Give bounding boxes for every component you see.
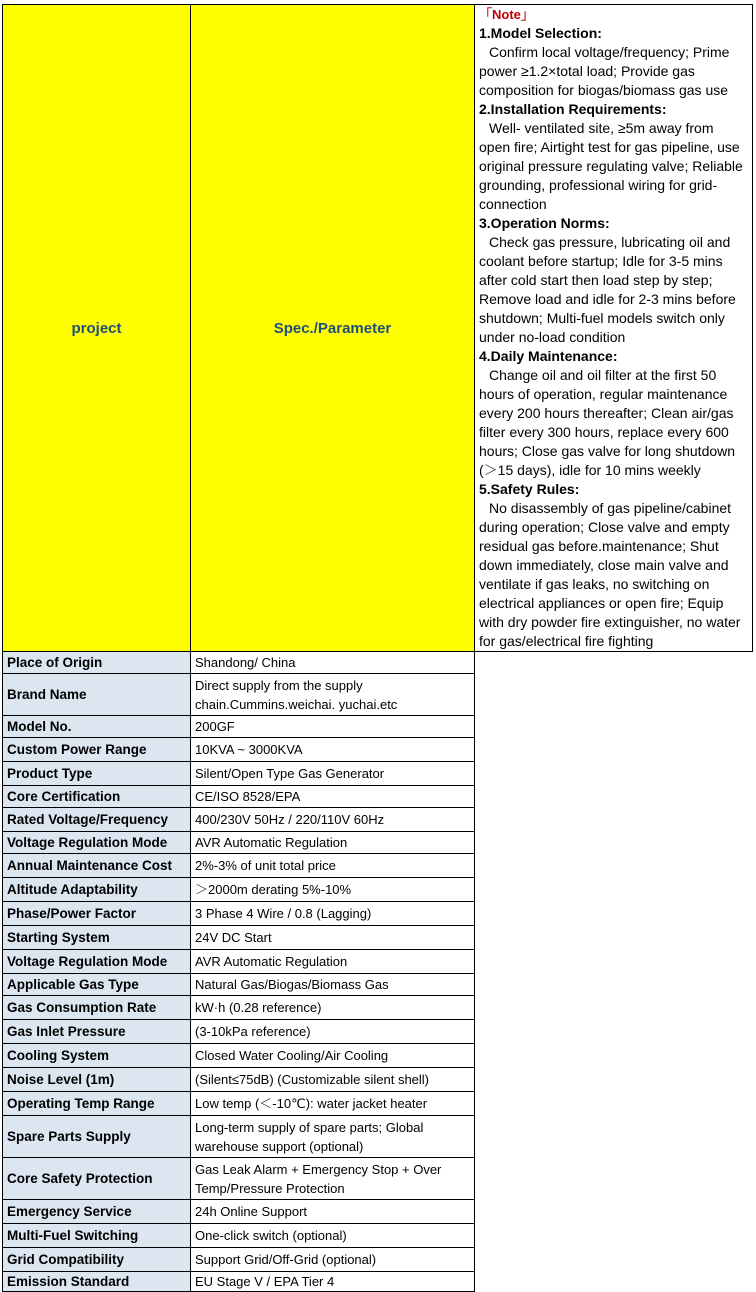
note-section-body: Check gas pressure, lubricating oil and coolant before startup; Idle for 3-5 mins after cold start then load step by step; Remove load and idle for 2-3 mins before shutdown; Multi-fuel models switch only under no-load condition [479, 234, 736, 345]
spec-label: Noise Level (1m) [3, 1068, 191, 1092]
spec-label: Spare Parts Supply [3, 1116, 191, 1158]
spec-value: 400/230V 50Hz / 220/110V 60Hz [191, 808, 475, 832]
spec-value: Direct supply from the supply chain.Cummins.weichai. yuchai.etc [191, 674, 475, 716]
note-section-body: Change oil and oil filter at the first 50 hours of operation, regular maintenance every 200 hours thereafter; Clean air/gas filter every 300 hours, replace every 600 hours; Close gas valve for long shutdown (＞15 days), idle for 10 mins weekly [479, 367, 736, 478]
spec-label: Gas Inlet Pressure [3, 1020, 191, 1044]
spec-row [3, 738, 753, 762]
spec-value: Shandong/ China [191, 652, 475, 674]
header-row [3, 5, 753, 652]
spec-row [3, 1158, 753, 1200]
spec-label: Model No. [3, 716, 191, 738]
note-section-title: 3.Operation Norms: [479, 215, 610, 231]
spec-row [3, 974, 753, 996]
spec-row [3, 1272, 753, 1292]
note-section-body: Confirm local voltage/frequency; Prime power ≥1.2×total load; Provide gas composition for biogas/biomass gas use [479, 44, 730, 98]
spec-value: (3-10kPa reference) [191, 1020, 475, 1044]
spec-value: kW·h (0.28 reference) [191, 996, 475, 1020]
spec-label: Gas Consumption Rate [3, 996, 191, 1020]
spec-value: Closed Water Cooling/Air Cooling [191, 1044, 475, 1068]
note-section [479, 480, 748, 651]
spec-label: Annual Maintenance Cost [3, 854, 191, 878]
note-section-title: 5.Safety Rules: [479, 481, 580, 497]
note-section [479, 24, 748, 100]
spec-label: Phase/Power Factor [3, 902, 191, 926]
note-tag: 「Note」 [479, 7, 534, 22]
spec-label: Emergency Service [3, 1200, 191, 1224]
spec-label: Brand Name [3, 674, 191, 716]
header-project: project [3, 5, 191, 652]
spec-label: Altitude Adaptability [3, 878, 191, 902]
spec-row [3, 1116, 753, 1158]
spec-value: 10KVA ~ 3000KVA [191, 738, 475, 762]
spec-row [3, 1200, 753, 1224]
notes-sections [479, 24, 748, 651]
spec-table [2, 4, 753, 1292]
notes-panel [475, 5, 753, 652]
spec-label: Core Certification [3, 786, 191, 808]
spec-value: 24V DC Start [191, 926, 475, 950]
spec-row [3, 902, 753, 926]
spec-value: One-click switch (optional) [191, 1224, 475, 1248]
spec-row [3, 878, 753, 902]
spec-value: Support Grid/Off-Grid (optional) [191, 1248, 475, 1272]
note-section-body: No disassembly of gas pipeline/cabinet during operation; Close valve and empty residual gas before.maintenance; Shut down immediately, close main valve and ventilate if gas leaks, no switching on electrical appliances or open fire; Equip with dry powder fire extinguisher, no water for gas/electrical fire fighting [479, 500, 741, 649]
note-section [479, 214, 748, 347]
spec-value: 24h Online Support [191, 1200, 475, 1224]
spec-label: Applicable Gas Type [3, 974, 191, 996]
spec-label: Place of Origin [3, 652, 191, 674]
spec-value: AVR Automatic Regulation [191, 950, 475, 974]
spec-value: 3 Phase 4 Wire / 0.8 (Lagging) [191, 902, 475, 926]
note-section [479, 347, 748, 480]
note-section-body: Well- ventilated site, ≥5m away from open fire; Airtight test for gas pipeline, use original pressure regulating valve; Reliable grounding, professional wiring for grid-connection [479, 120, 743, 212]
spec-row [3, 652, 753, 674]
spec-label: Grid Compatibility [3, 1248, 191, 1272]
spec-value: (Silent≤75dB) (Customizable silent shell) [191, 1068, 475, 1092]
spec-label: Emission Standard [3, 1272, 191, 1292]
spec-row [3, 854, 753, 878]
spec-row [3, 1068, 753, 1092]
spec-label: Voltage Regulation Mode [3, 950, 191, 974]
spec-value: CE/ISO 8528/EPA [191, 786, 475, 808]
spec-row [3, 674, 753, 716]
spec-label: Voltage Regulation Mode [3, 832, 191, 854]
spec-value: Long-term supply of spare parts; Global warehouse support (optional) [191, 1116, 475, 1158]
spec-row [3, 926, 753, 950]
note-section-title: 2.Installation Requirements: [479, 101, 667, 117]
spec-row [3, 1224, 753, 1248]
spec-label: Multi-Fuel Switching [3, 1224, 191, 1248]
spec-row [3, 1248, 753, 1272]
spec-label: Starting System [3, 926, 191, 950]
spec-row [3, 716, 753, 738]
note-section-title: 1.Model Selection: [479, 25, 602, 41]
spec-value: Low temp (＜-10℃): water jacket heater [191, 1092, 475, 1116]
spec-label: Custom Power Range [3, 738, 191, 762]
spec-row [3, 1044, 753, 1068]
spec-value: Gas Leak Alarm + Emergency Stop + Over Temp/Pressure Protection [191, 1158, 475, 1200]
spec-value: ＞2000m derating 5%-10% [191, 878, 475, 902]
spec-row [3, 832, 753, 854]
spec-value: Natural Gas/Biogas/Biomass Gas [191, 974, 475, 996]
spec-table-body [3, 652, 753, 1292]
spec-label: Product Type [3, 762, 191, 786]
spec-value: EU Stage V / EPA Tier 4 [191, 1272, 475, 1292]
spec-row [3, 996, 753, 1020]
note-section-title: 4.Daily Maintenance: [479, 348, 618, 364]
spec-value: Silent/Open Type Gas Generator [191, 762, 475, 786]
spec-label: Rated Voltage/Frequency [3, 808, 191, 832]
spec-row [3, 1092, 753, 1116]
spec-row [3, 762, 753, 786]
spec-row [3, 786, 753, 808]
spec-row [3, 808, 753, 832]
spec-value: 2%-3% of unit total price [191, 854, 475, 878]
spec-row [3, 950, 753, 974]
spec-label: Cooling System [3, 1044, 191, 1068]
note-section [479, 100, 748, 214]
spec-label: Core Safety Protection [3, 1158, 191, 1200]
spec-value: 200GF [191, 716, 475, 738]
spec-label: Operating Temp Range [3, 1092, 191, 1116]
spec-row [3, 1020, 753, 1044]
header-spec: Spec./Parameter [191, 5, 475, 652]
spec-value: AVR Automatic Regulation [191, 832, 475, 854]
